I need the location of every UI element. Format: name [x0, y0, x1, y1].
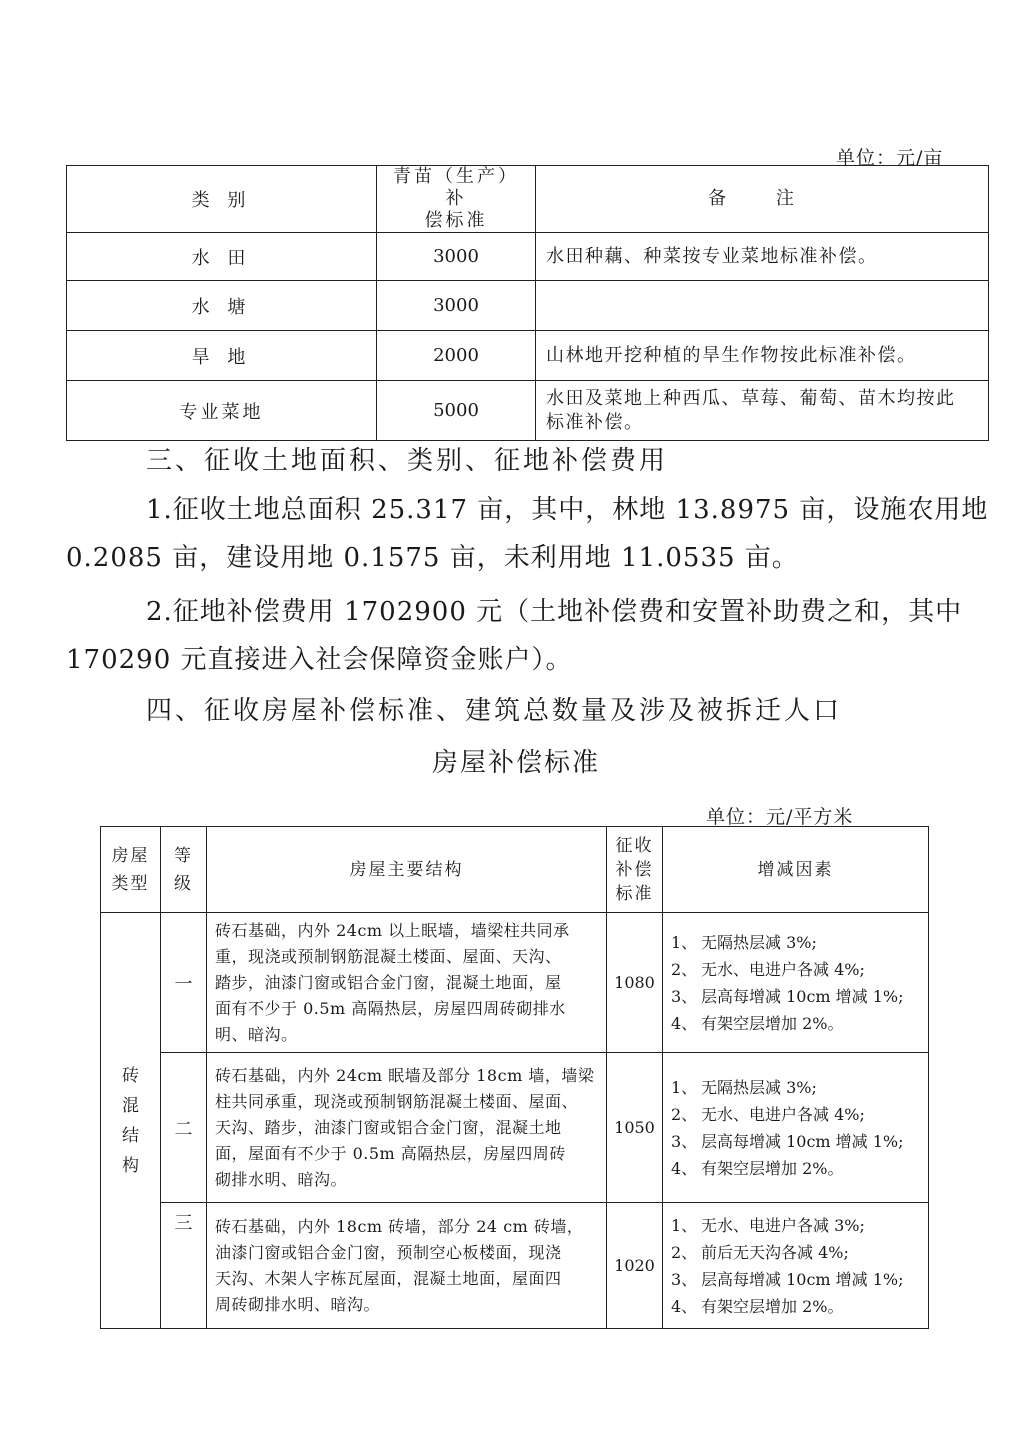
grade-cell: 二 [161, 1053, 207, 1203]
house-type-char: 砖 [122, 1065, 139, 1086]
structure-line: 面，屋面有不少于 0.5m 高隔热层，房屋四周砖 [215, 1143, 566, 1163]
table-row [67, 281, 989, 331]
p1-line2: 0.2085 亩，建设用地 0.1575 亩，未利用地 11.0535 亩。 [66, 543, 799, 573]
factor-number: 2、 [671, 1242, 698, 1262]
header-house-type-line2: 类型 [111, 873, 150, 894]
section3-heading: 三、征收土地面积、类别、征地补偿费用 [146, 446, 669, 476]
house-type-char: 混 [122, 1095, 139, 1116]
price-cell: 1020 [607, 1203, 663, 1329]
factor-item [671, 1128, 920, 1155]
header-structure: 房屋主要结构 [207, 827, 607, 913]
table-header-row [67, 166, 989, 233]
factors-cell [663, 1203, 929, 1329]
row-category: 旱 地 [67, 331, 377, 381]
structure-line: 砖石基础，内外 24cm 以上眠墙，墙梁柱共同承 [215, 920, 570, 940]
header-price [607, 827, 663, 913]
row-note: 水田种藕、种菜按专业菜地标准补偿。 [536, 233, 989, 281]
header-grade-line1: 等 [174, 845, 193, 866]
row-category: 水 田 [67, 233, 377, 281]
table2-unit: 单位：元/平方米 [706, 806, 854, 828]
structure-cell [207, 1053, 607, 1203]
structure-line: 明、暗沟。 [215, 1024, 298, 1044]
factor-item [671, 1239, 920, 1266]
factors-cell [663, 913, 929, 1053]
structure-line: 天沟、踏步，油漆门窗或铝合金门窗，混凝土地 [215, 1117, 562, 1137]
factor-text: 无水、电进户各减 4%; [701, 959, 865, 979]
table2-title: 房屋补偿标准 [432, 748, 601, 778]
p2-line1: 2.征地补偿费用 1702900 元（土地补偿费和安置补助费之和，其中 [146, 597, 963, 627]
structure-line: 砖石基础，内外 24cm 眠墙及部分 18cm 墙，墙梁 [215, 1065, 595, 1085]
factor-item [671, 983, 920, 1010]
table-row [101, 1203, 929, 1329]
structure-line: 周砖砌排水明、暗沟。 [215, 1294, 381, 1314]
factor-text: 无水、电进户各减 4%; [701, 1104, 865, 1124]
seedling-compensation-table [66, 165, 989, 441]
factor-item [671, 956, 920, 983]
structure-line: 柱共同承重，现浇或预制钢筋混凝土楼面、屋面、 [215, 1091, 579, 1111]
header-price-line2: 补偿 [615, 859, 654, 880]
factor-number: 4、 [671, 1296, 698, 1316]
factor-number: 1、 [671, 1077, 698, 1097]
price-cell: 1050 [607, 1053, 663, 1203]
p1-line1: 1.征收土地总面积 25.317 亩，其中，林地 13.8975 亩，设施农用地 [146, 495, 989, 525]
header-grade [161, 827, 207, 913]
structure-cell [207, 1203, 607, 1329]
factor-item [671, 1293, 920, 1320]
section3-paragraph2 [66, 588, 963, 684]
structure-line: 油漆门窗或铝合金门窗，预制空心板楼面，现浇 [215, 1242, 562, 1262]
factor-text: 有架空层增加 2%。 [701, 1013, 844, 1033]
factor-item [671, 1212, 920, 1239]
header-price-line3: 标准 [615, 883, 654, 904]
grade-cell: 三 [161, 1203, 207, 1329]
header-standard [377, 166, 536, 233]
factor-item [671, 1155, 920, 1182]
header-standard-line2: 偿标准 [424, 210, 488, 231]
house-type-char: 结 [122, 1125, 139, 1146]
factor-number: 2、 [671, 1104, 698, 1124]
row-standard: 3000 [377, 281, 536, 331]
header-category: 类 别 [67, 166, 377, 233]
house-type-char: 构 [122, 1155, 139, 1176]
structure-line: 踏步，油漆门窗或铝合金门窗，混凝土地面，屋 [215, 972, 562, 992]
table-row [67, 331, 989, 381]
structure-line: 砖石基础，内外 18cm 砖墙，部分 24 cm 砖墙， [215, 1216, 584, 1236]
header-note: 备 注 [536, 166, 989, 233]
factor-text: 无隔热层减 3%; [701, 1077, 817, 1097]
factor-number: 1、 [671, 932, 698, 952]
house-compensation-table [100, 826, 929, 1329]
table-row [67, 233, 989, 281]
factor-text: 层高每增减 10cm 增减 1%; [701, 1131, 904, 1151]
factor-item [671, 1101, 920, 1128]
factor-item [671, 1010, 920, 1037]
table-header-row [101, 827, 929, 913]
structure-line: 重，现浇或预制钢筋混凝土楼面、屋面、天沟、 [215, 946, 562, 966]
factor-number: 3、 [671, 1269, 698, 1289]
header-house-type [101, 827, 161, 913]
factor-text: 前后无天沟各减 4%; [701, 1242, 849, 1262]
factor-item [671, 1266, 920, 1293]
table-row [101, 913, 929, 1053]
factor-text: 有架空层增加 2%。 [701, 1296, 844, 1316]
header-grade-line2: 级 [174, 873, 193, 894]
row-note [536, 381, 989, 441]
table1-unit: 单位：元/亩 [836, 147, 944, 169]
factor-number: 4、 [671, 1158, 698, 1178]
header-house-type-line1: 房屋 [111, 845, 150, 866]
section3-paragraph1 [66, 486, 989, 582]
row-standard: 2000 [377, 331, 536, 381]
factors-cell [663, 1053, 929, 1203]
row-note-line2: 标准补偿。 [546, 411, 644, 433]
grade-cell: 一 [161, 913, 207, 1053]
row-standard: 5000 [377, 381, 536, 441]
row-note [536, 281, 989, 331]
structure-line: 砌排水明、暗沟。 [215, 1169, 348, 1189]
row-standard: 3000 [377, 233, 536, 281]
structure-line: 天沟、木架人字栋瓦屋面，混凝土地面，屋面四 [215, 1268, 562, 1288]
factor-number: 3、 [671, 1131, 698, 1151]
factor-text: 无水、电进户各减 3%; [701, 1215, 865, 1235]
factor-number: 4、 [671, 1013, 698, 1033]
factor-item [671, 1074, 920, 1101]
header-price-line1: 征收 [615, 835, 654, 856]
header-factors: 增减因素 [663, 827, 929, 913]
factor-text: 有架空层增加 2%。 [701, 1158, 844, 1178]
section4-heading: 四、征收房屋补偿标准、建筑总数量及涉及被拆迁人口 [146, 696, 843, 726]
p2-line2: 170290 元直接进入社会保障资金账户）。 [66, 645, 573, 675]
factor-text: 无隔热层减 3%; [701, 932, 817, 952]
factor-number: 1、 [671, 1215, 698, 1235]
structure-line: 面有不少于 0.5m 高隔热层，房屋四周砖砌排水 [215, 998, 566, 1018]
table-row [67, 381, 989, 441]
table-row [101, 1053, 929, 1203]
header-standard-line1: 青苗（生产）补 [393, 166, 519, 209]
row-note: 山林地开挖种植的旱生作物按此标准补偿。 [536, 331, 989, 381]
factor-number: 3、 [671, 986, 698, 1006]
structure-cell [207, 913, 607, 1053]
row-category: 专业菜地 [67, 381, 377, 441]
factor-number: 2、 [671, 959, 698, 979]
factor-item [671, 929, 920, 956]
house-type-cell [101, 913, 161, 1329]
factor-text: 层高每增减 10cm 增减 1%; [701, 1269, 904, 1289]
row-note-line1: 水田及菜地上种西瓜、草莓、葡萄、苗木均按此 [546, 387, 956, 409]
factor-text: 层高每增减 10cm 增减 1%; [701, 986, 904, 1006]
price-cell: 1080 [607, 913, 663, 1053]
row-category: 水 塘 [67, 281, 377, 331]
